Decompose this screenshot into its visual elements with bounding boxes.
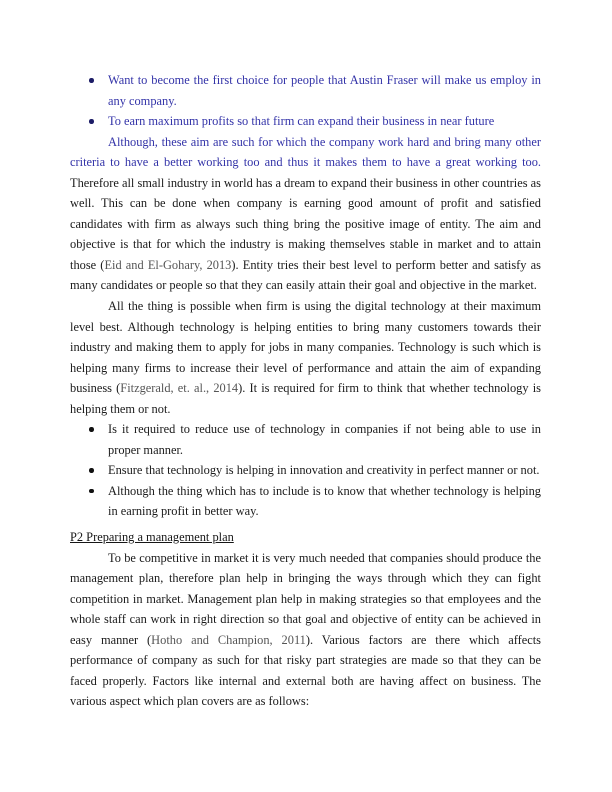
technology-bullet-list bbox=[70, 419, 541, 522]
paragraph-lead-blue: Although, these aim are such for which the company work hard and bring many other criteria to have a better working too and thus it makes them to have a great working too. bbox=[70, 134, 541, 170]
list-item bbox=[108, 70, 541, 111]
list-item bbox=[108, 460, 541, 481]
bullet-text: To earn maximum profits so that firm can expand their business in near future bbox=[108, 114, 495, 129]
bullet-text: Although the thing which has to include is to know that whether technology is helping in earning profit in better way. bbox=[108, 483, 541, 519]
citation-fitzgerald: Fitzgerald, et. al., 2014 bbox=[120, 381, 239, 396]
paragraph-aims bbox=[70, 132, 541, 296]
paragraph-body: Therefore all small industry in world has a dream to expand their business in other countries as well. This can be done when company is earning good amount of profit and satisfied candidates with firm as always such thing bring the positive image of entity. The aim and objective is that for which the industry is making themselves stable in market and to attain those ( bbox=[70, 175, 541, 272]
bullet-text: Ensure that technology is helping in innovation and creativity in perfect manner or not. bbox=[108, 463, 540, 478]
bullet-text: Is it required to reduce use of technology in companies if not being able to use in proper manner. bbox=[108, 422, 541, 457]
citation-hotho-champion: Hotho and Champion, 2011 bbox=[151, 632, 306, 647]
citation-eid-el-gohary: Eid and El-Gohary, 2013 bbox=[104, 257, 232, 272]
paragraph-body: To be competitive in market it is very much needed that companies should produce the management plan, therefore plan help in bringing the ways through which they can fight competition in market. Management plan help in making strategies so that employees and the whole staff can work in right direction so that goal and objective of entity can be achieved in easy manner ( bbox=[70, 550, 541, 647]
paragraph-body: ). Various factors are there which affects performance of company as such for that risky part strategies are made so that they can be faced properly. Factors like internal and external both are having affect on business. The various aspect which plan covers are as follows: bbox=[70, 632, 541, 709]
list-item bbox=[108, 111, 541, 132]
bullet-text: Want to become the first choice for people that Austin Fraser will make us employ in any company. bbox=[108, 73, 541, 108]
section-heading-p2: P2 Preparing a management plan bbox=[70, 530, 234, 545]
paragraph-body: ). It is required for firm to think that whether technology is helping them or not. bbox=[70, 381, 542, 416]
paragraph-management-plan bbox=[70, 548, 541, 712]
paragraph-body: ). Entity tries their best level to perform better and satisfy as many candidates or people so that they can easily attain their goal and objective in the market. bbox=[70, 257, 541, 293]
objectives-bullet-list bbox=[70, 70, 541, 132]
paragraph-body: All the thing is possible when firm is using the digital technology at their maximum level best. Although technology is helping entities to bring many customers towards their industry and making them to apply for jobs in many companies. Technology is such which is helping many firms to increase their level of performance and attain the aim of expanding business ( bbox=[70, 299, 541, 396]
list-item bbox=[108, 481, 541, 522]
list-item bbox=[108, 419, 541, 460]
paragraph-technology bbox=[70, 296, 541, 419]
